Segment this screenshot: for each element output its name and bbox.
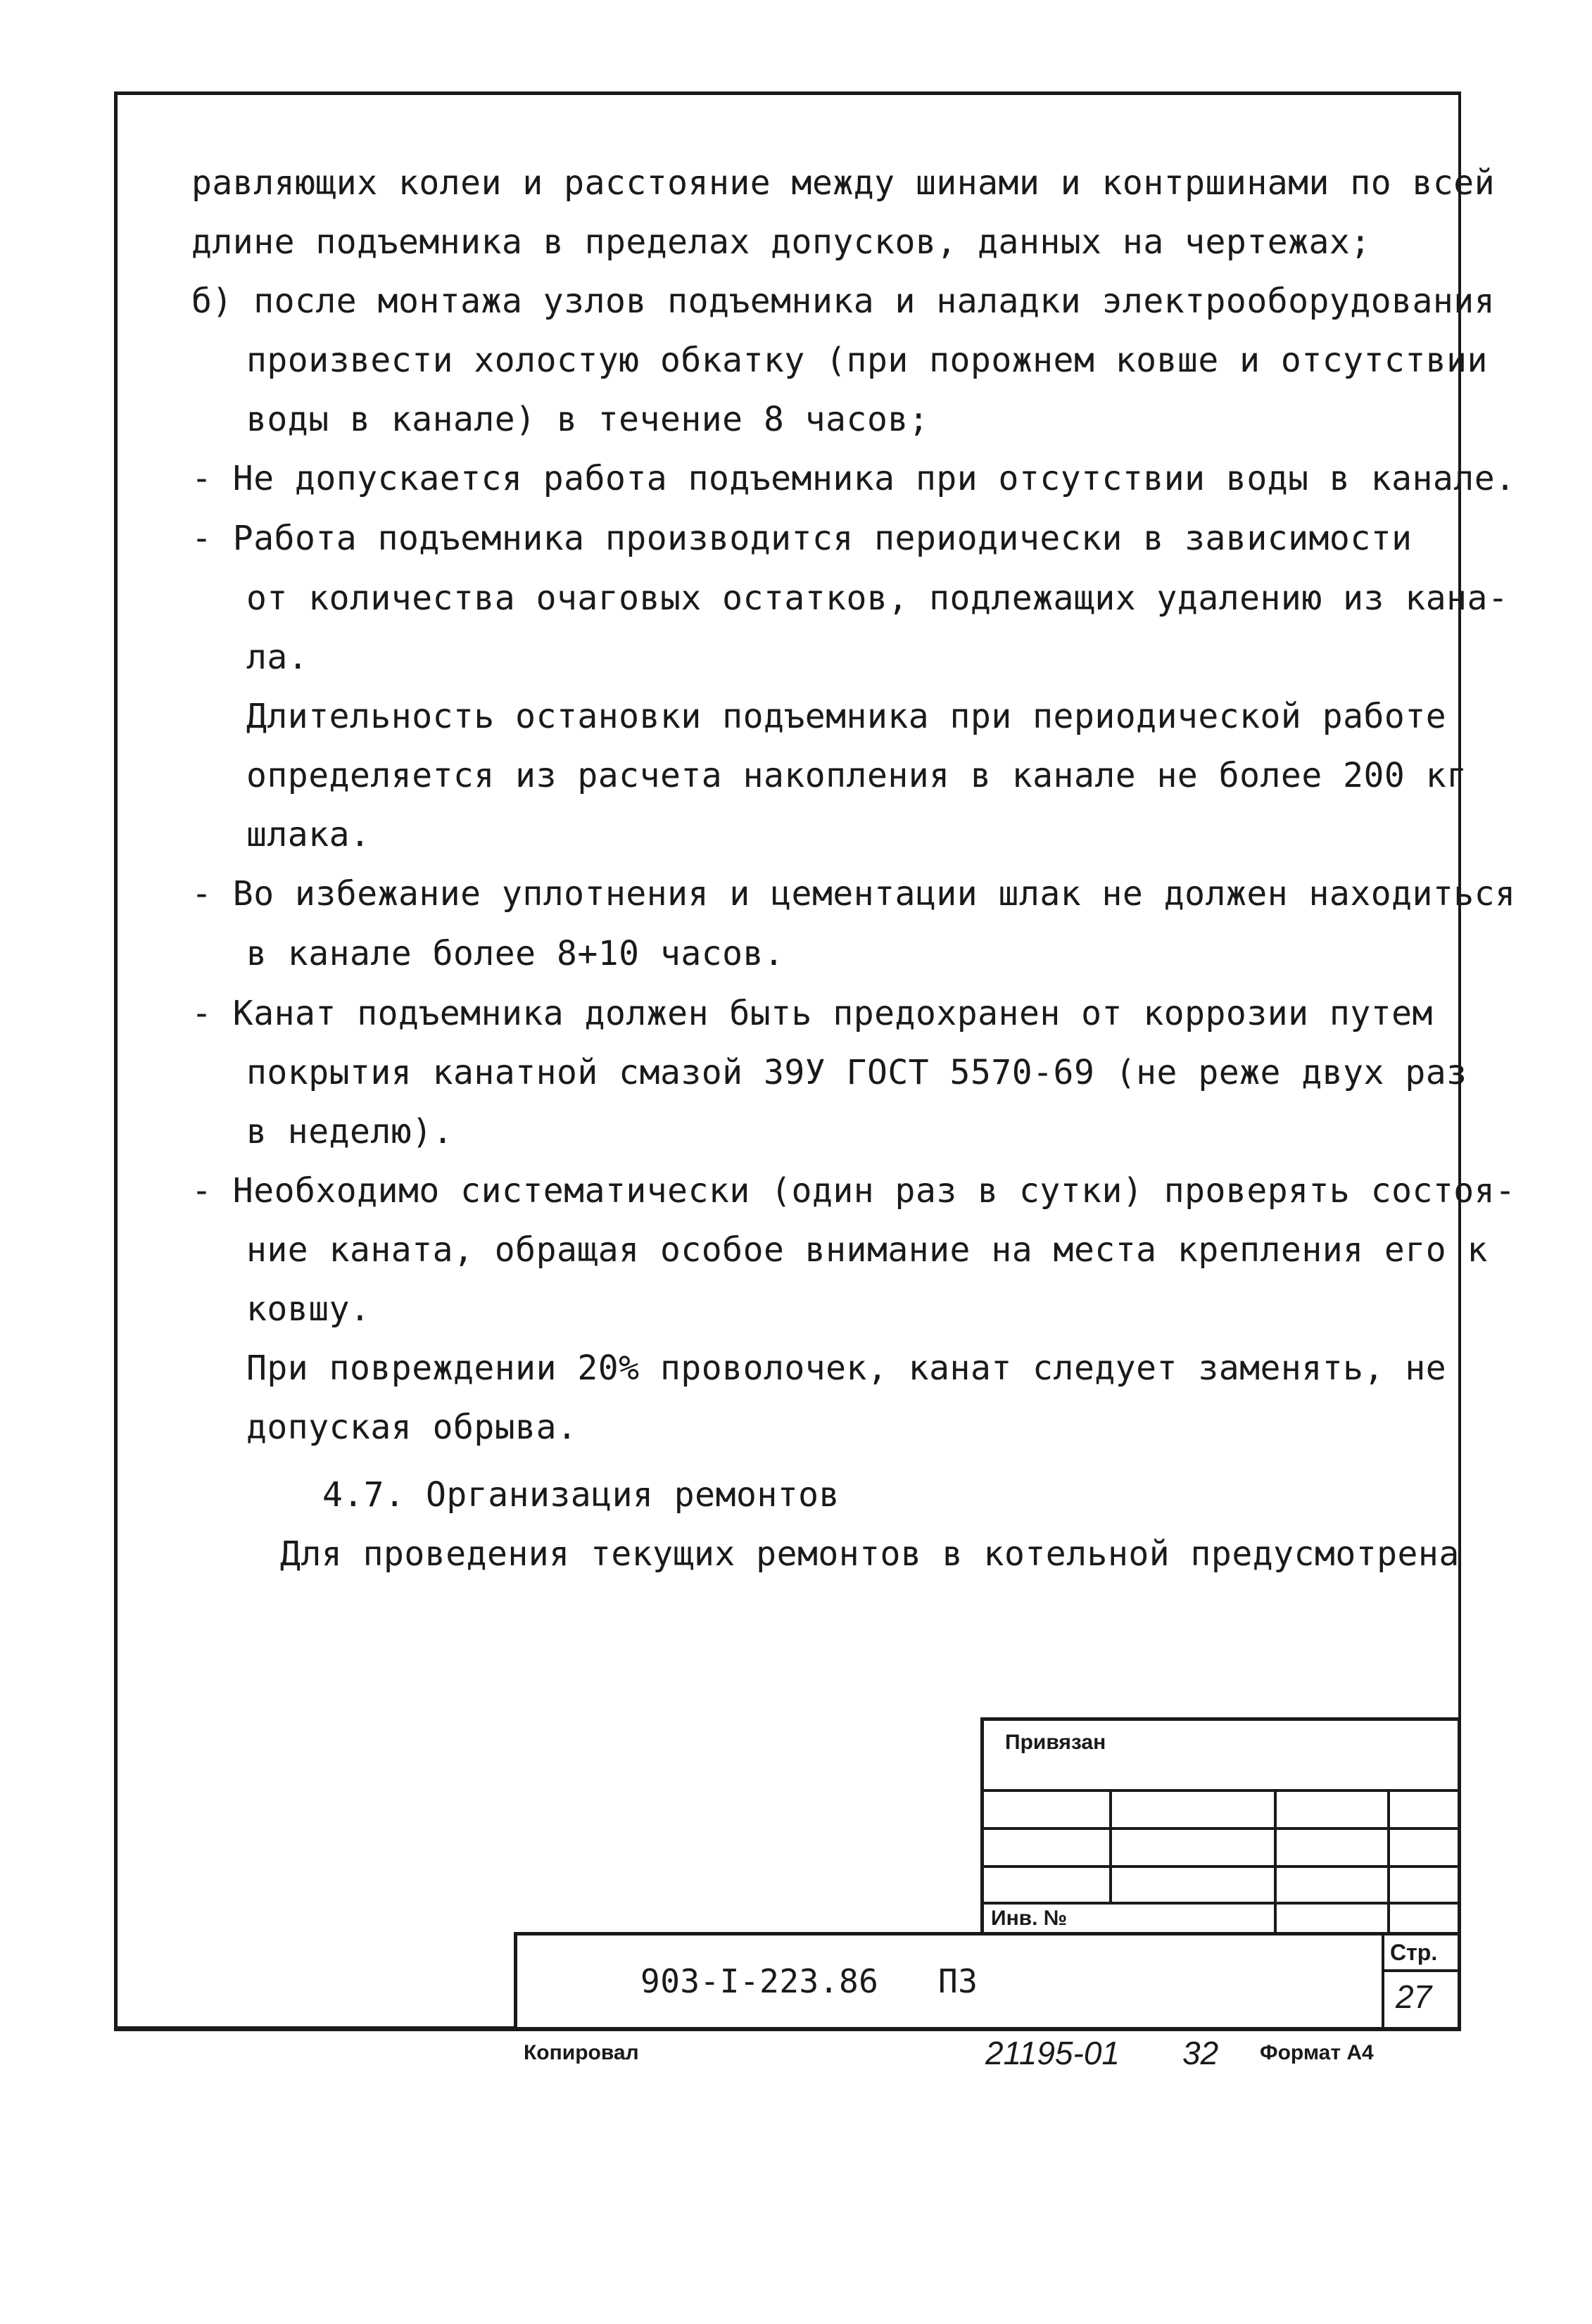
binding-col-2: [1274, 1789, 1277, 1933]
text-line-16: покрытия канатной смазой 39У ГОСТ 5570-69 (не реже двух раз: [246, 1053, 1467, 1092]
text-line-12: шлака.: [246, 815, 371, 854]
text-line-10: Длительность остановки подъемника при периодической работе: [246, 697, 1447, 736]
text-line-6: - Не допускается работа подъемника при отсутствии воды в канале.: [191, 459, 1516, 498]
text-line-8: от количества очаговых остатков, подлежащих удалению из кана-: [246, 579, 1509, 618]
binding-col-1: [1109, 1789, 1112, 1902]
text-line-2: длине подъемника в пределах допусков, данных на чертежах;: [191, 222, 1371, 262]
doc-type: ПЗ: [938, 1962, 978, 2000]
page-number: 27: [1396, 1978, 1432, 2015]
doc-code: 903-I-223.86: [640, 1962, 879, 2000]
kopiroval-label: Копировал: [524, 2041, 639, 2064]
section-text: Для проведения текущих ремонтов в котельной предусмотрена: [280, 1534, 1460, 1574]
text-line-1: равляющих колеи и расстояние между шинами и контршинами по всей: [191, 163, 1496, 203]
title-block: [514, 1932, 1461, 2031]
page-label: Стр.: [1390, 1940, 1438, 1965]
text-line-15: - Канат подъемника должен быть предохранен от коррозии путем: [191, 994, 1433, 1033]
order-number: 21195-01: [985, 2035, 1120, 2071]
text-line-14: в канале более 8+10 часов.: [246, 934, 785, 973]
text-line-5: воды в канале) в течение 8 часов;: [246, 400, 930, 439]
text-line-7: - Работа подъемника производится периодически в зависимости: [191, 519, 1413, 558]
privyazan-label: Привязан: [1005, 1731, 1106, 1754]
text-line-20: ковшу.: [246, 1289, 371, 1329]
text-line-11: определяется из расчета накопления в канале не более 200 кг: [246, 756, 1467, 795]
binding-col-3: [1387, 1789, 1390, 1933]
text-line-3: б) после монтажа узлов подъемника и наладки электрооборудования: [191, 282, 1496, 321]
text-line-13: - Во избежание уплотнения и цементации шлак не должен находиться: [191, 874, 1516, 914]
text-line-17: в неделю).: [246, 1112, 453, 1151]
text-line-18: - Необходимо систематически (один раз в сутки) проверять состоя-: [191, 1171, 1516, 1211]
inv-label: Инв. №: [991, 1907, 1068, 1930]
text-line-19: ние каната, обращая особое внимание на места крепления его к: [246, 1230, 1488, 1270]
section-heading: 4.7. Организация ремонтов: [322, 1475, 840, 1515]
binding-block: [980, 1717, 1461, 1937]
text-line-21: При повреждении 20% проволочек, канат следует заменять, не: [246, 1349, 1447, 1388]
sheet-number: 32: [1182, 2035, 1219, 2071]
text-line-4: произвести холостую обкатку (при порожнем ковше и отсутствии: [246, 341, 1488, 380]
text-line-22: допуская обрыва.: [246, 1408, 578, 1447]
page-row-rule: [1382, 1969, 1458, 1972]
text-line-9: ла.: [246, 638, 309, 677]
format-label: Формат А4: [1260, 2041, 1374, 2064]
page-col-rule: [1382, 1935, 1384, 2027]
